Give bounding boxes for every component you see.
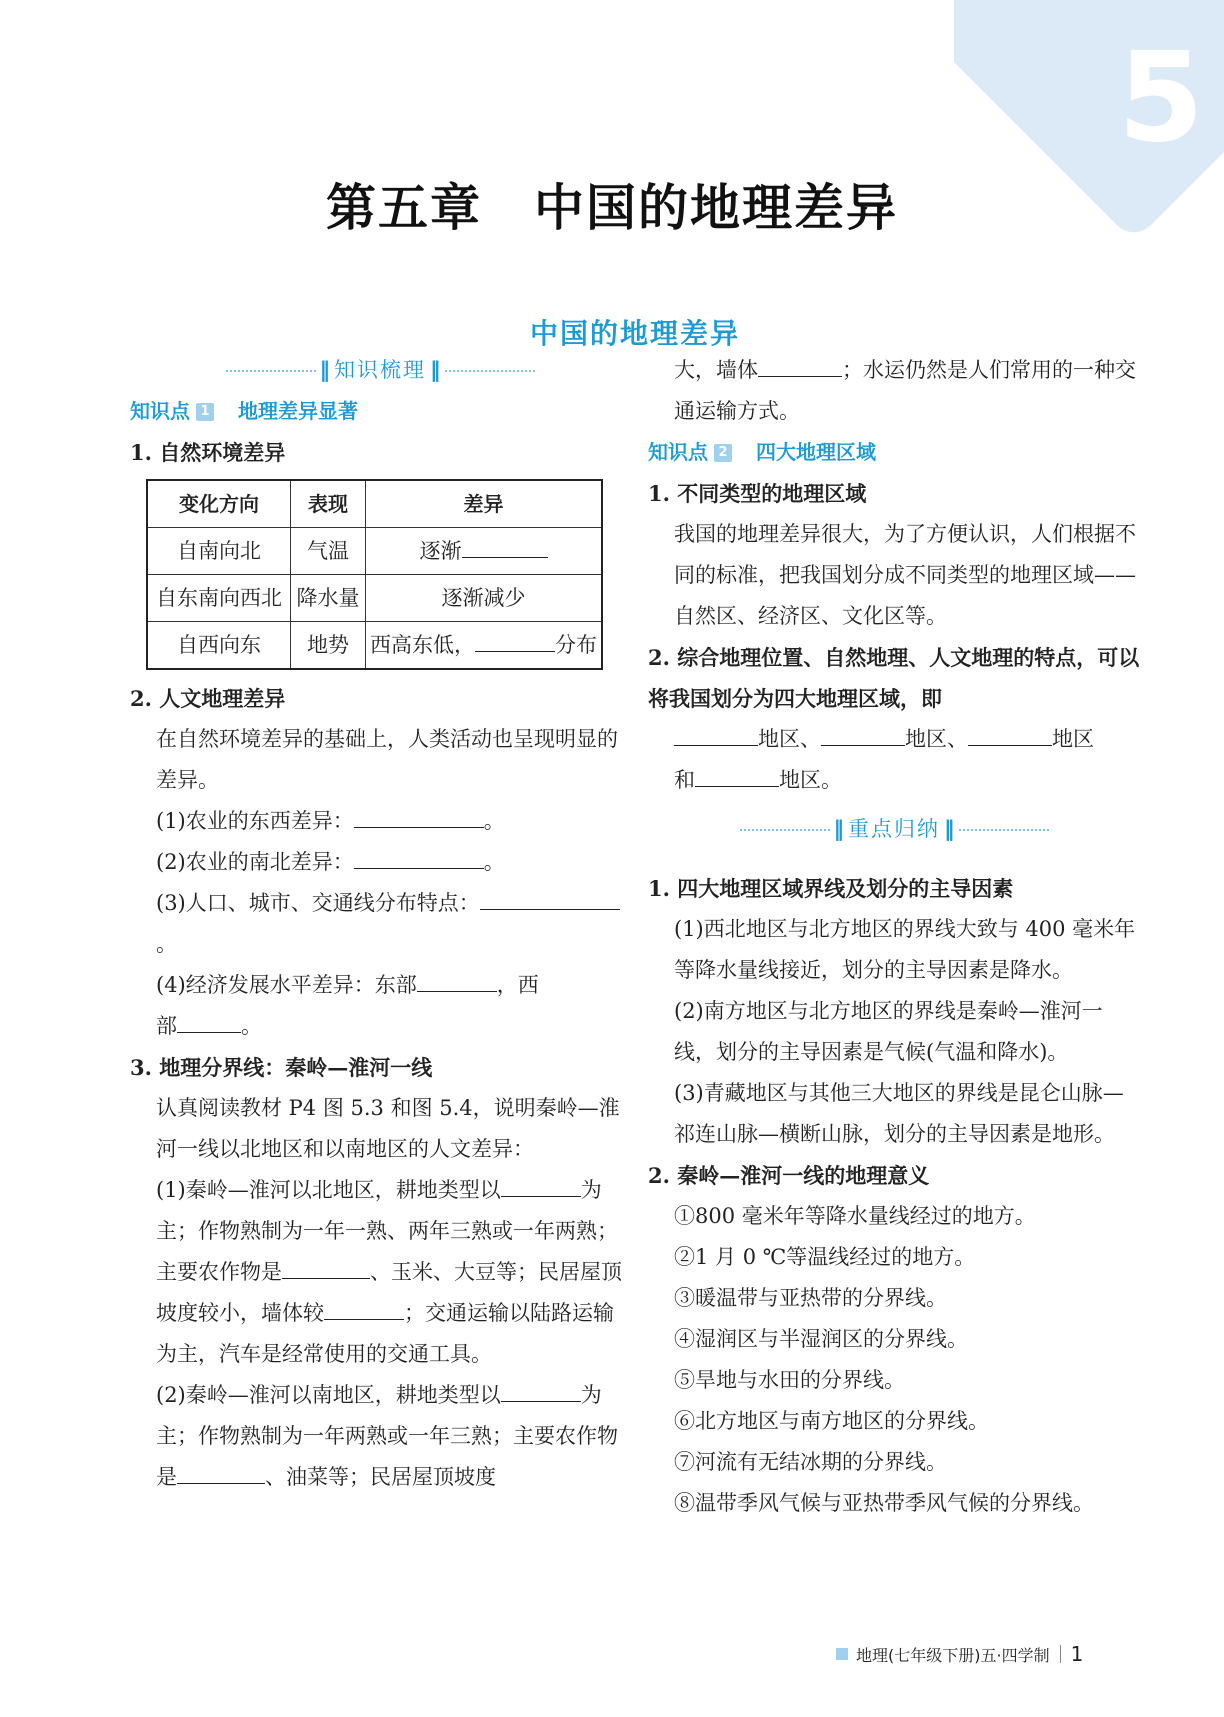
question-text: 为主；作物熟制为一年一熟、两年三熟或一年两熟；主要农作物是 — [156, 1178, 618, 1284]
paragraph: 我国的地理差异很大，为了方便认识，人们根据不同的标准，把我国划分成不同类型的地理区域——自然区、经济区、文化区等。 — [674, 522, 1136, 628]
page-footer — [836, 1642, 1083, 1666]
heading-boundary: 3. 地理分界线：秦岭—淮河一线 — [130, 1055, 433, 1080]
table-header-row — [147, 480, 602, 528]
chapter-number: 5 — [1117, 26, 1204, 170]
question-text: 地区。 — [779, 768, 842, 792]
table-cell — [366, 528, 603, 575]
paragraph: (1)西北地区与北方地区的界线大致与 400 毫米年等降水量线接近，划分的主导因素是降水。 — [674, 917, 1136, 982]
question-text: (1)农业的东西差异： — [156, 809, 354, 833]
cell-text: 西高东低， — [370, 632, 475, 657]
cell-text: 逐渐 — [419, 538, 462, 563]
paragraph: (3)青藏地区与其他三大地区的界线是昆仑山脉—祁连山脉—横断山脉，划分的主导因素是地形。 — [674, 1081, 1124, 1146]
question-text: (4)经济发展水平差异：东部 — [156, 973, 417, 997]
table-cell: 自西向东 — [147, 622, 291, 670]
banner-dots-right — [959, 829, 1049, 831]
answer-blank[interactable] — [695, 760, 779, 787]
list-item: ⑤旱地与水田的分界线。 — [674, 1368, 905, 1392]
kp-title: 地理差异显著 — [238, 399, 358, 423]
question-text: (2)农业的南北差异： — [156, 850, 354, 874]
answer-blank[interactable] — [674, 719, 758, 746]
table-row — [147, 575, 602, 622]
question-text: ；交通运输以陆路运输为主，汽车是经常使用的交通工具。 — [156, 1301, 614, 1366]
table-cell: 降水量 — [291, 575, 366, 622]
question-item-continued — [648, 350, 1140, 432]
answer-blank[interactable] — [480, 883, 620, 910]
answer-blank[interactable] — [758, 350, 842, 377]
chapter-corner — [954, 0, 1224, 290]
punct: 。 — [241, 1014, 262, 1038]
list-item: ⑥北方地区与南方地区的分界线。 — [674, 1409, 989, 1433]
punct: 。 — [483, 809, 505, 833]
left-column — [130, 350, 630, 1498]
question-item — [130, 883, 630, 965]
heading-region-types: 1. 不同类型的地理区域 — [648, 481, 867, 506]
question-text: (1)秦岭—淮河以北地区，耕地类型以 — [156, 1178, 501, 1202]
banner-bars-icon: ‖ — [319, 358, 330, 382]
banner-bars-icon: ‖ — [944, 817, 955, 841]
table-cell: 自东南向西北 — [147, 575, 291, 622]
question-text: 、油菜等；民居屋顶坡度 — [265, 1465, 496, 1489]
question-item — [648, 719, 1140, 801]
question-item — [130, 842, 630, 883]
question-item — [130, 965, 630, 1047]
heading-four-regions: 2. 综合地理位置、自然地理、人文地理的特点，可以将我国划分为四大地理区域，即 — [648, 645, 1140, 711]
table-row — [147, 622, 602, 670]
knowledge-point-1 — [130, 391, 630, 432]
banner-label: 知识梳理 — [334, 358, 426, 382]
answer-blank[interactable] — [968, 719, 1052, 746]
answer-blank[interactable] — [177, 1006, 241, 1033]
footer-book-title: 地理(七年级下册)五·四学制 — [856, 1645, 1050, 1665]
table-cell: 气温 — [291, 528, 366, 575]
paragraph: 认真阅读教材 P4 图 5.3 和图 5.4，说明秦岭—淮河一线以北地区和以南地区的人文差异： — [156, 1096, 620, 1161]
cell-text: 分布 — [555, 632, 597, 657]
banner-key-points — [648, 809, 1140, 850]
answer-blank[interactable] — [475, 625, 555, 652]
list-item: ②1 月 0 ℃等温线经过的地方。 — [674, 1245, 976, 1269]
question-text: 和 — [674, 768, 695, 792]
answer-blank[interactable] — [501, 1170, 581, 1197]
paragraph: (2)南方地区与北方地区的界线是秦岭—淮河一线，划分的主导因素是气候(气温和降水)。 — [674, 999, 1103, 1064]
answer-blank[interactable] — [354, 842, 484, 869]
paragraph: 在自然环境差异的基础上，人类活动也呈现明显的差异。 — [156, 727, 618, 792]
table-cell: 逐渐减少 — [366, 575, 603, 622]
banner-bars-icon: ‖ — [833, 817, 844, 841]
footer-square-icon — [836, 1648, 848, 1660]
section-title: 中国的地理差异 — [529, 317, 740, 350]
question-text: 部 — [156, 1014, 177, 1038]
answer-blank[interactable] — [324, 1293, 404, 1320]
banner-dots-left — [740, 829, 830, 831]
knowledge-point-2 — [648, 432, 1140, 473]
heading-human-difference: 2. 人文地理差异 — [130, 686, 286, 711]
right-column — [648, 350, 1140, 1524]
heading-boundaries-factors: 1. 四大地理区域界线及划分的主导因素 — [648, 876, 1014, 901]
question-text: ，西 — [496, 973, 539, 997]
list-item: ①800 毫米年等降水量线经过的地方。 — [674, 1204, 1036, 1228]
punct: 。 — [156, 932, 177, 956]
kp-number-badge: 2 — [714, 444, 732, 462]
list-item: ⑧温带季风气候与亚热带季风气候的分界线。 — [674, 1491, 1094, 1515]
answer-blank[interactable] — [417, 965, 497, 992]
kp-title: 四大地理区域 — [756, 440, 876, 464]
difference-table — [146, 479, 603, 670]
question-text: ；水运仍然是人们常用的一种交通运输方式。 — [674, 358, 1136, 423]
banner-bars-icon: ‖ — [430, 358, 441, 382]
banner-label: 重点归纳 — [848, 817, 940, 841]
question-item — [130, 1375, 630, 1498]
heading-qinling-significance: 2. 秦岭—淮河一线的地理意义 — [648, 1163, 930, 1188]
banner-knowledge — [130, 350, 630, 391]
table-header: 表现 — [291, 480, 366, 528]
question-text: 地区 — [1052, 727, 1094, 751]
banner-dots-right — [445, 370, 535, 372]
table-row — [147, 528, 602, 575]
kp-prefix: 知识点 — [648, 440, 708, 464]
question-text: 为主；作物熟制为一年两熟或一年三熟；主要农作物是 — [156, 1383, 618, 1489]
answer-blank[interactable] — [282, 1252, 370, 1279]
table-header: 差异 — [366, 480, 603, 528]
question-text: (2)秦岭—淮河以南地区，耕地类型以 — [156, 1383, 501, 1407]
table-header: 变化方向 — [147, 480, 291, 528]
answer-blank[interactable] — [821, 719, 905, 746]
list-item: ④湿润区与半湿润区的分界线。 — [674, 1327, 968, 1351]
punct: 。 — [483, 850, 505, 874]
question-text: (3)人口、城市、交通线分布特点： — [156, 891, 480, 915]
banner-dots-left — [226, 370, 316, 372]
question-item — [130, 801, 630, 842]
question-text: 地区、 — [758, 727, 821, 751]
table-cell — [366, 622, 603, 670]
question-text: 、玉米、大豆等；民居屋顶坡度较小，墙体较 — [156, 1260, 622, 1325]
answer-blank[interactable] — [501, 1375, 581, 1402]
answer-blank[interactable] — [177, 1457, 265, 1484]
kp-prefix: 知识点 — [130, 399, 190, 423]
answer-blank[interactable] — [354, 801, 484, 828]
table-cell: 自南向北 — [147, 528, 291, 575]
chapter-title: 第五章 中国的地理差异 — [326, 178, 898, 237]
answer-blank[interactable] — [462, 531, 548, 558]
kp-number-badge: 1 — [196, 403, 214, 421]
question-item — [130, 1170, 630, 1375]
table-cell: 地势 — [291, 622, 366, 670]
question-text: 地区、 — [905, 727, 968, 751]
footer-divider — [1060, 1645, 1061, 1663]
question-text: 大，墙体 — [674, 358, 758, 382]
page-number: 1 — [1070, 1642, 1084, 1666]
list-item: ③暖温带与亚热带的分界线。 — [674, 1286, 947, 1310]
list-item: ⑦河流有无结冰期的分界线。 — [674, 1450, 947, 1474]
heading-natural-difference: 1. 自然环境差异 — [130, 440, 286, 465]
